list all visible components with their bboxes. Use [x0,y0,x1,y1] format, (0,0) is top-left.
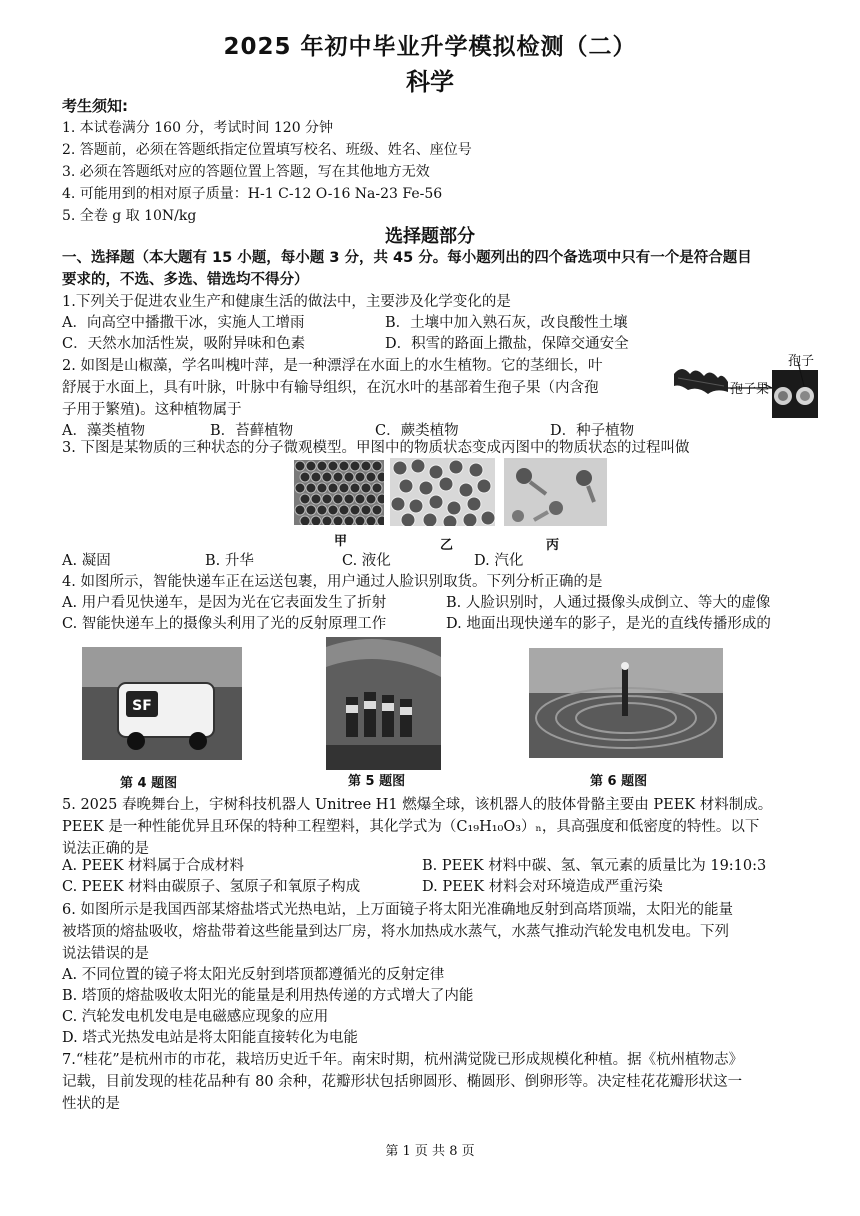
solid-molecule [344,472,354,482]
q5-option-b: B. PEEK 材料中碳、氢、氧元素的质量比为 19:10:3 [422,858,767,874]
solid-molecule [317,461,327,471]
solid-molecule [311,516,321,525]
liquid-molecule [393,461,407,475]
q3-label-jia: 甲 [334,534,348,549]
question-4-stem: 4. 如图所示，智能快递车正在运送包裹，用户通过人脸识别取货。下列分析正确的是 [62,574,603,590]
question-1-stem: 1.下列关于促进农业生产和健康生活的做法中，主要涉及化学变化的是 [62,294,511,310]
question-2-line: 舒展于水面上，具有叶脉，叶脉中有输导组织，在沉水叶的基部着生孢子果（内含孢 [62,380,599,396]
figure-4-caption: 第 4 题图 [120,776,178,791]
solid-molecule [361,505,371,515]
solid-molecule [366,516,376,525]
solid-molecule [377,516,384,525]
solid-molecule [322,494,332,504]
q2-label-sporocarp: 孢子果 [730,382,770,397]
liquid-molecule [447,501,461,515]
solid-molecule [300,494,310,504]
question-6-line: 被塔顶的熔盐吸收，熔盐带着这些能量到达厂房，将水加热成水蒸气，水蒸气推动汽轮发电机发电。下列 [62,924,729,940]
section-title: 选择题部分 [385,226,475,247]
solid-molecule [322,472,332,482]
question-6-line: 说法错误的是 [62,946,149,962]
solid-molecule [339,483,349,493]
solid-molecule [295,461,305,471]
solid-molecule [372,483,382,493]
exam-title: 2025 年初中毕业升学模拟检测（二） [223,34,637,60]
liquid-molecule [439,477,453,491]
q5-option-c: C. PEEK 材料由碳原子、氢原子和氧原子构成 [62,879,361,895]
solid-molecule [306,483,316,493]
question-3-stem: 3. 下图是某物质的三种状态的分子微观模型。甲图中的物质状态变成丙图中的物质状态的过程叫做 [62,440,690,456]
q3-model-gas [504,458,607,526]
solid-molecule [361,483,371,493]
solid-molecule [355,472,365,482]
figure-6-caption: 第 6 题图 [590,774,648,789]
solid-molecule [344,494,354,504]
liquid-molecule [399,479,413,493]
q6-option-d: D. 塔式光热发电站是将太阳能直接转化为电能 [62,1030,358,1046]
q1-option-c: C．天然水加活性炭，吸附异味和色素 [62,336,306,352]
q6-option-a: A. 不同位置的镜子将太阳光反射到塔顶都遵循光的反射定律 [62,967,445,983]
solid-molecule [317,505,327,515]
q3-label-bing: 丙 [546,538,560,553]
solid-molecule [333,494,343,504]
q6-option-c: C. 汽轮发电机发电是电磁感应现象的应用 [62,1009,329,1025]
q3-option-c: C. 液化 [342,553,391,569]
question-2-line: 2. 如图是山椒藻，学名叫槐叶萍，是一种漂浮在水面上的水生植物。它的茎细长，叶 [62,358,603,374]
notice-item: 3. 必须在答题纸对应的答题位置上答题，写在其他地方无效 [62,164,430,180]
q2-label-spore: 孢子 [788,354,815,369]
liquid-molecule [467,497,481,511]
solid-molecule [317,483,327,493]
solid-molecule [366,494,376,504]
solid-molecule [328,505,338,515]
solid-molecule [377,472,384,482]
solid-molecule [377,494,384,504]
q6-solar-tower-photo [529,648,723,758]
liquid-molecule [423,513,437,526]
question-2-line: 子用于繁殖)。这种植物属于 [62,402,242,418]
notice-item: 4. 可能用到的相对原子质量：H-1 C-12 O-16 Na-23 Fe-56 [62,186,443,202]
q3-option-d: D. 汽化 [474,553,524,569]
question-7-line: 性状的是 [62,1096,120,1112]
solid-molecule [344,516,354,525]
liquid-molecule [449,460,463,474]
notice-item: 2. 答题前，必须在答题纸指定位置填写校名、班级、姓名、座位号 [62,142,472,158]
liquid-molecule [419,481,433,495]
solid-molecule [372,461,382,471]
solid-molecule [295,483,305,493]
q4-option-a: A. 用户看见快递车，是因为光在它表面发生了折射 [62,595,387,611]
q3-label-yi: 乙 [440,538,454,553]
liquid-molecule [477,479,491,493]
solid-molecule [339,461,349,471]
solid-molecule [311,494,321,504]
q3-option-b: B. 升华 [205,553,254,569]
notice-item: 5. 全卷 g 取 10N/kg [62,208,197,224]
solid-molecule [355,516,365,525]
liquid-molecule [481,511,495,525]
subject-title: 科学 [406,68,454,96]
liquid-molecule [429,465,443,479]
solid-molecule [306,505,316,515]
q2-option-d: D．种子植物 [550,423,635,439]
liquid-molecule [411,459,425,473]
solid-molecule [295,505,305,515]
liquid-molecule [459,483,473,497]
notice-item: 1. 本试卷满分 160 分，考试时间 120 分钟 [62,120,334,136]
q4-delivery-vehicle-photo [82,647,242,760]
question-7-line: 7.“桂花”是杭州市的市花，栽培历史近千年。南宋时期，杭州满觉陇已形成规模化种植。据《杭州植物志》 [62,1052,744,1068]
solid-molecule [333,516,343,525]
solid-molecule [372,505,382,515]
solid-molecule [311,472,321,482]
q3-option-a: A. 凝固 [62,553,111,569]
solid-molecule [366,472,376,482]
q6-option-b: B. 塔顶的熔盐吸收太阳光的能量是利用热传递的方式增大了内能 [62,988,474,1004]
solid-molecule [300,472,310,482]
question-7-line: 记载，目前发现的桂花品种有 80 余种，花瓣形状包括卵圆形、椭圆形、倒卵形等。决定桂花花瓣形状这一 [62,1074,743,1090]
solid-molecule [322,516,332,525]
question-5-line: PEEK 是一种性能优异且环保的特种工程塑料，其化学式为（C₁₉H₁₀O₃）ₙ，具高强度和低密度的特性。以下 [62,819,760,835]
liquid-molecule [391,497,405,511]
solid-molecule [306,461,316,471]
solid-molecule [350,461,360,471]
solid-molecule [350,483,360,493]
liquid-molecule [469,463,483,477]
notice-title: 考生须知: [62,97,128,115]
solid-molecule [355,494,365,504]
question-5-line: 5. 2025 春晚舞台上，宇树科技机器人 Unitree H1 燃爆全球，该机器人的肢体骨骼主要由 PEEK 材料制成。 [62,797,773,813]
question-5-line: 说法正确的是 [62,841,149,857]
solid-molecule [339,505,349,515]
solid-molecule [361,461,371,471]
liquid-molecule [429,495,443,509]
solid-molecule [300,516,310,525]
figure-5-caption: 第 5 题图 [348,774,406,789]
solid-molecule [328,461,338,471]
q1-option-d: D．积雪的路面上撒盐，保障交通安全 [385,336,629,352]
q3-model-liquid [390,458,495,526]
q5-option-d: D. PEEK 材料会对环境造成严重污染 [422,879,663,895]
q1-option-a: A．向高空中播撒干冰，实施人工增雨 [62,315,305,331]
q4-option-d: D. 地面出现快递车的影子，是光的直线传播形成的 [446,616,771,632]
question-6-line: 6. 如图所示是我国西部某熔盐塔式光热电站，上万面镜子将太阳光准确地反射到高塔顶端，太阳光的能量 [62,902,733,918]
liquid-molecule [463,513,477,526]
q2-option-b: B．苔藓植物 [210,423,294,439]
solid-molecule [350,505,360,515]
section-intro: 要求的，不选、多选、错选均不得分） [62,272,309,288]
q5-robot-dance-photo [326,637,441,770]
q5-option-a: A. PEEK 材料属于合成材料 [62,858,245,874]
q2-option-a: A．藻类植物 [62,423,145,439]
solid-molecule [328,483,338,493]
q4-option-c: C. 智能快递车上的摄像头利用了光的反射原理工作 [62,616,387,632]
liquid-molecule [443,515,457,526]
q2-option-c: C．蕨类植物 [375,423,459,439]
section-intro: 一、选择题（本大题有 15 小题，每小题 3 分，共 45 分。每小题列出的四个备选项中只有一个是符合题目 [62,250,752,266]
liquid-molecule [409,499,423,513]
q3-model-solid [294,460,384,525]
page-footer: 第 1 页 共 8 页 [385,1144,475,1159]
van-logo-text: SF [132,698,152,714]
q4-option-b: B. 人脸识别时，人通过摄像头成倒立、等大的虚像 [446,595,771,611]
q1-option-b: B．土壤中加入熟石灰，改良酸性土壤 [385,315,628,331]
liquid-molecule [401,513,415,526]
solid-molecule [333,472,343,482]
